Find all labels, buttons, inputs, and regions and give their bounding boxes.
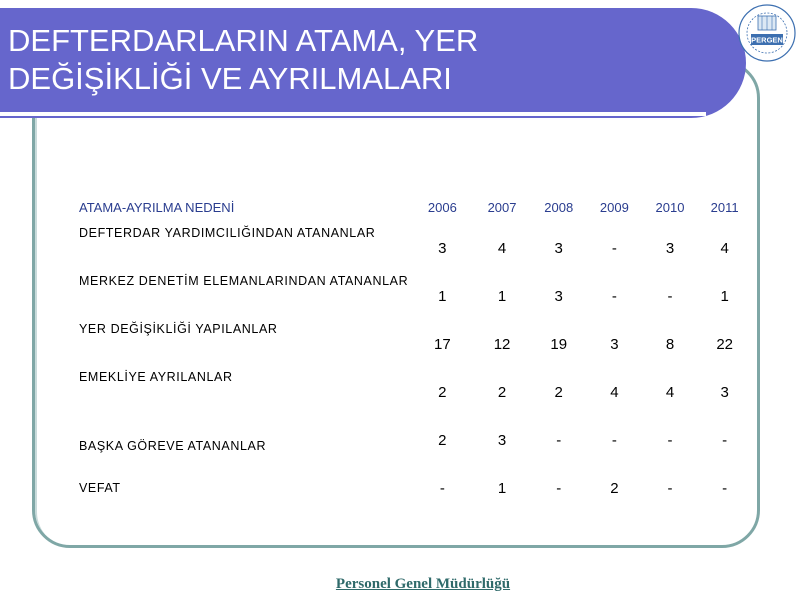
row-value: 2 (497, 383, 507, 401)
table-row (72, 364, 752, 412)
row-value: 3 (438, 239, 447, 257)
row-value: - (556, 479, 562, 497)
row-reason: MERKEZ DENETİM ELEMANLARINDAN ATANANLAR (79, 274, 409, 288)
row-value: - (611, 239, 617, 257)
row-value: - (611, 431, 617, 449)
table-header-row (72, 194, 752, 220)
title-line-1: DEFTERDARLARIN ATAMA, YER (8, 23, 479, 58)
row-value: 8 (665, 335, 675, 353)
row-reason: EMEKLİYE AYRILANLAR (79, 370, 233, 384)
pergen-seal-logo (736, 2, 798, 64)
row-value: - (722, 431, 728, 449)
row-value: 3 (497, 431, 507, 449)
row-value: - (556, 431, 562, 449)
row-value: - (439, 479, 445, 497)
title-banner (0, 8, 746, 118)
row-value: 4 (610, 383, 619, 401)
row-value: 4 (665, 383, 675, 401)
header-year: 2010 (655, 199, 685, 215)
title-underline (0, 112, 706, 116)
header-year: 2008 (544, 199, 574, 215)
row-value: 2 (438, 431, 447, 449)
row-value: 12 (493, 335, 511, 353)
table-row (72, 220, 752, 268)
row-value: - (667, 479, 673, 497)
row-value: - (611, 287, 617, 305)
row-value: 1 (497, 287, 507, 305)
row-value: 2 (438, 383, 447, 401)
footer-link[interactable]: Personel Genel Müdürlüğü (335, 576, 511, 592)
slide-title (8, 22, 688, 98)
row-value: - (667, 287, 673, 305)
row-value: 3 (665, 239, 675, 257)
header-year: 2007 (487, 199, 517, 215)
header-year: 2009 (599, 199, 629, 215)
assignment-table (72, 194, 752, 508)
row-value: 1 (497, 479, 507, 497)
row-value: 17 (434, 335, 451, 353)
row-value: 1 (720, 287, 729, 305)
logo-text: PERGEN (751, 35, 783, 45)
title-line-2: DEĞİŞİKLİĞİ VE AYRILMALARI (8, 61, 452, 96)
row-reason: BAŞKA GÖREVE ATANANLAR (79, 439, 267, 453)
row-value: 4 (720, 239, 729, 257)
row-value: - (722, 479, 728, 497)
row-value: 3 (610, 335, 619, 353)
row-value: - (667, 431, 673, 449)
row-value: 4 (497, 239, 507, 257)
row-value: 22 (716, 335, 733, 353)
row-value: 3 (554, 239, 563, 257)
row-value: 3 (554, 287, 563, 305)
table-row (72, 412, 752, 460)
row-value: 3 (720, 383, 729, 401)
row-value: 2 (610, 479, 619, 497)
table-row (72, 268, 752, 316)
table-row (72, 316, 752, 364)
row-value: 19 (550, 335, 568, 353)
table-row (72, 460, 752, 508)
row-value: 1 (438, 287, 447, 305)
row-reason: YER DEĞİŞİKLİĞİ YAPILANLAR (79, 322, 278, 336)
header-reason: ATAMA-AYRILMA NEDENİ (79, 199, 235, 215)
row-reason: DEFTERDAR YARDIMCILIĞINDAN ATANANLAR (79, 226, 376, 240)
header-year: 2011 (710, 199, 739, 215)
row-reason: VEFAT (79, 481, 121, 495)
row-value: 2 (554, 383, 563, 401)
header-year: 2006 (427, 199, 457, 215)
